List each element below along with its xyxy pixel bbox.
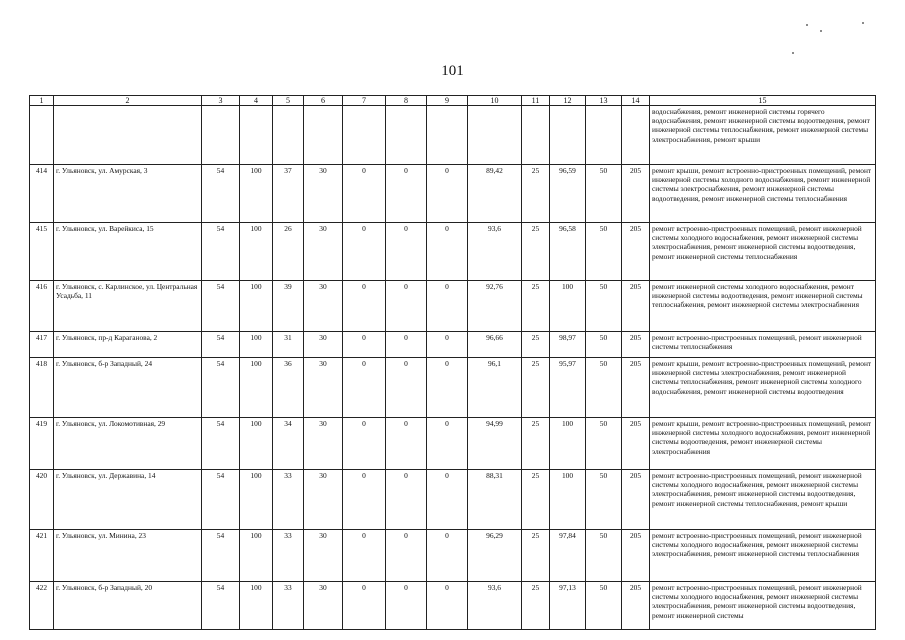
col-6: 30 [304,332,343,358]
col-14: 205 [622,530,650,582]
works-list: ремонт встроенно-пристроенных помещений, ремонт инженерной системы холодного водоснабжения, ремонт инженерной системы электроснабжения, ремонт инженерной системы водоотведения, ремонт инженерной системы [650,582,876,630]
col-9: 0 [427,418,468,470]
col-3: 54 [202,358,240,418]
scan-speck [862,22,864,24]
col-7: 0 [343,165,386,223]
col-14: 205 [622,281,650,332]
page-number: 101 [441,63,464,79]
column-header-12: 12 [550,96,586,106]
scan-speck [792,52,794,54]
column-header-2: 2 [54,96,202,106]
column-header-11: 11 [522,96,550,106]
col-3: 54 [202,470,240,530]
col-9 [427,106,468,165]
works-list: ремонт встроенно-пристроенных помещений, ремонт инженерной системы холодного водоснабжения, ремонт инженерной системы электроснабжения, ремонт инженерной системы водоотведения, ремонт инженерной системы теплоснабжения, ремонт крыши [650,470,876,530]
address: г. Ульяновск, ул. Локомотивная, 29 [54,418,202,470]
column-header-13: 13 [586,96,622,106]
col-14: 205 [622,332,650,358]
col-12: 100 [550,418,586,470]
col-12: 100 [550,281,586,332]
col-13: 50 [586,530,622,582]
col-10: 92,76 [468,281,522,332]
col-11 [522,106,550,165]
scan-speck [820,30,822,32]
col-7: 0 [343,582,386,630]
address: г. Ульяновск, б-р Западный, 24 [54,358,202,418]
col-12 [550,106,586,165]
col-5: 33 [273,470,304,530]
col-3: 54 [202,332,240,358]
col-10: 96,29 [468,530,522,582]
col-4: 100 [240,223,273,281]
address: г. Ульяновск, с. Карлинское, ул. Центральная Усадьба, 11 [54,281,202,332]
col-3 [202,106,240,165]
col-8: 0 [386,223,427,281]
col-4 [240,106,273,165]
col-14 [622,106,650,165]
col-9: 0 [427,358,468,418]
col-6: 30 [304,470,343,530]
col-10: 89,42 [468,165,522,223]
col-6 [304,106,343,165]
col-9: 0 [427,223,468,281]
col-5: 31 [273,332,304,358]
col-9: 0 [427,332,468,358]
table-row [30,530,876,582]
col-11: 25 [522,418,550,470]
col-12: 100 [550,470,586,530]
address [54,106,202,165]
col-12: 96,58 [550,223,586,281]
col-11: 25 [522,281,550,332]
col-13: 50 [586,582,622,630]
col-3: 54 [202,418,240,470]
col-14: 205 [622,582,650,630]
col-8 [386,106,427,165]
col-9: 0 [427,281,468,332]
col-8: 0 [386,165,427,223]
col-4: 100 [240,418,273,470]
col-7: 0 [343,418,386,470]
col-14: 205 [622,470,650,530]
col-14: 205 [622,165,650,223]
col-10: 93,6 [468,582,522,630]
works-list: ремонт встроенно-пристроенных помещений, ремонт инженерной системы холодного водоснабжения, ремонт инженерной системы электроснабжения, ремонт инженерной системы водоотведения, ремонт инженерной системы теплоснабжения [650,223,876,281]
col-6: 30 [304,358,343,418]
works-list: ремонт крыши, ремонт встроенно-пристроенных помещений, ремонт инженерной системы электроснабжения, ремонт инженерной системы теплоснабжения, ремонт инженерной системы холодного водоснабжения, ремонт инженерной системы водоотведения [650,358,876,418]
row-number: 422 [30,582,54,630]
col-11: 25 [522,530,550,582]
col-13: 50 [586,358,622,418]
column-header-9: 9 [427,96,468,106]
works-list: ремонт инженерной системы холодного водоснабжения, ремонт инженерной системы водоотведения, ремонт инженерной системы теплоснабжения, ремонт инженерной системы электроснабжения [650,281,876,332]
col-13: 50 [586,470,622,530]
column-header-15: 15 [650,96,876,106]
column-header-6: 6 [304,96,343,106]
header-row [30,96,876,106]
col-10: 94,99 [468,418,522,470]
col-4: 100 [240,530,273,582]
row-number: 417 [30,332,54,358]
col-4: 100 [240,332,273,358]
col-11: 25 [522,470,550,530]
col-5: 36 [273,358,304,418]
row-number [30,106,54,165]
col-9: 0 [427,582,468,630]
col-14: 205 [622,418,650,470]
col-10: 96,1 [468,358,522,418]
row-number: 415 [30,223,54,281]
col-3: 54 [202,223,240,281]
column-header-7: 7 [343,96,386,106]
table-row [30,106,876,165]
column-header-14: 14 [622,96,650,106]
col-6: 30 [304,281,343,332]
row-number: 421 [30,530,54,582]
col-14: 205 [622,358,650,418]
address: г. Ульяновск, ул. Минина, 23 [54,530,202,582]
col-8: 0 [386,582,427,630]
col-9: 0 [427,530,468,582]
col-5: 33 [273,582,304,630]
col-6: 30 [304,418,343,470]
col-8: 0 [386,470,427,530]
col-13: 50 [586,332,622,358]
col-4: 100 [240,165,273,223]
col-5: 39 [273,281,304,332]
col-3: 54 [202,582,240,630]
col-8: 0 [386,281,427,332]
works-list: ремонт встроенно-пристроенных помещений, ремонт инженерной системы теплоснабжения [650,332,876,358]
table-row [30,358,876,418]
col-5: 37 [273,165,304,223]
col-6: 30 [304,582,343,630]
col-13: 50 [586,281,622,332]
table-row [30,418,876,470]
col-12: 98,97 [550,332,586,358]
col-11: 25 [522,358,550,418]
col-5: 26 [273,223,304,281]
col-13: 50 [586,418,622,470]
col-11: 25 [522,223,550,281]
col-13 [586,106,622,165]
col-4: 100 [240,358,273,418]
column-header-1: 1 [30,96,54,106]
table-row [30,332,876,358]
row-number: 420 [30,470,54,530]
column-header-10: 10 [468,96,522,106]
col-4: 100 [240,582,273,630]
col-13: 50 [586,165,622,223]
register-table [29,95,876,630]
col-14: 205 [622,223,650,281]
col-3: 54 [202,165,240,223]
col-10 [468,106,522,165]
column-header-4: 4 [240,96,273,106]
col-11: 25 [522,332,550,358]
row-number: 419 [30,418,54,470]
works-list: ремонт крыши, ремонт встроенно-пристроенных помещений, ремонт инженерной системы холодного водоснабжения, ремонт инженерной системы водоотведения, ремонт инженерной системы электроснабжения [650,418,876,470]
col-11: 25 [522,582,550,630]
col-7: 0 [343,530,386,582]
col-7: 0 [343,332,386,358]
works-list: водоснабжения, ремонт инженерной системы горячего водоснабжения, ремонт инженерной системы водоотведения, ремонт инженерной системы теплоснабжения, ремонт инженерной системы электроснабжения, ремонт крыши [650,106,876,165]
col-10: 96,66 [468,332,522,358]
works-list: ремонт встроенно-пристроенных помещений, ремонт инженерной системы холодного водоснабжения, ремонт инженерной системы электроснабжения, ремонт инженерной системы теплоснабжения [650,530,876,582]
col-10: 93,6 [468,223,522,281]
col-9: 0 [427,470,468,530]
col-12: 96,59 [550,165,586,223]
row-number: 418 [30,358,54,418]
col-6: 30 [304,530,343,582]
column-header-5: 5 [273,96,304,106]
col-8: 0 [386,332,427,358]
col-7: 0 [343,358,386,418]
table-row [30,470,876,530]
col-3: 54 [202,281,240,332]
col-8: 0 [386,418,427,470]
col-7: 0 [343,470,386,530]
scan-speck [806,24,808,26]
column-header-3: 3 [202,96,240,106]
table-row [30,582,876,630]
col-5: 34 [273,418,304,470]
col-8: 0 [386,358,427,418]
column-header-8: 8 [386,96,427,106]
col-7: 0 [343,223,386,281]
works-list: ремонт крыши, ремонт встроенно-пристроенных помещений, ремонт инженерной системы холодного водоснабжения, ремонт инженерной системы электроснабжения, ремонт инженерной системы водоотведения, ремонт инженерной системы теплоснабжения [650,165,876,223]
col-5 [273,106,304,165]
address: г. Ульяновск, б-р Западный, 20 [54,582,202,630]
col-4: 100 [240,281,273,332]
col-9: 0 [427,165,468,223]
col-12: 97,84 [550,530,586,582]
table-row [30,281,876,332]
col-8: 0 [386,530,427,582]
col-3: 54 [202,530,240,582]
col-7 [343,106,386,165]
row-number: 416 [30,281,54,332]
col-4: 100 [240,470,273,530]
address: г. Ульяновск, ул. Варейкиса, 15 [54,223,202,281]
table-row [30,223,876,281]
row-number: 414 [30,165,54,223]
col-11: 25 [522,165,550,223]
col-13: 50 [586,223,622,281]
col-6: 30 [304,223,343,281]
address: г. Ульяновск, ул. Амурская, 3 [54,165,202,223]
col-6: 30 [304,165,343,223]
col-7: 0 [343,281,386,332]
col-10: 88,31 [468,470,522,530]
col-12: 97,13 [550,582,586,630]
address: г. Ульяновск, пр-д Караганова, 2 [54,332,202,358]
col-12: 95,97 [550,358,586,418]
table-row [30,165,876,223]
address: г. Ульяновск, ул. Державина, 14 [54,470,202,530]
col-5: 33 [273,530,304,582]
